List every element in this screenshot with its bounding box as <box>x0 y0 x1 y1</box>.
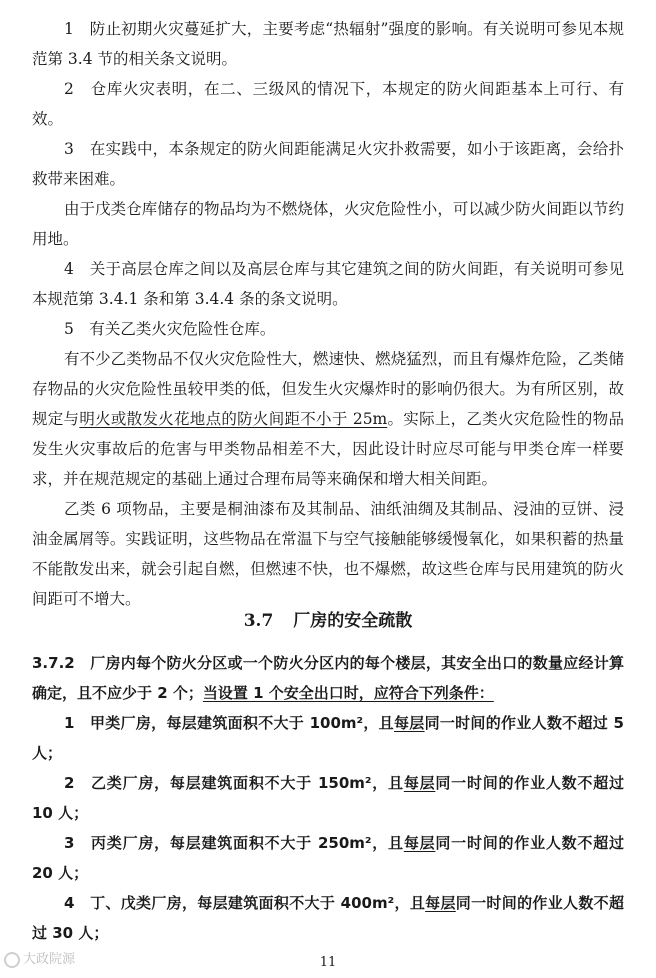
clause-item-3 <box>32 828 624 888</box>
underlined-text: 每层 <box>403 774 436 792</box>
underlined-text: 每层 <box>393 714 425 732</box>
clause-item-2 <box>32 768 624 828</box>
paragraph-yi-class-detail <box>32 344 624 494</box>
text-segment: 3 丙类厂房，每层建筑面积不大于 250m²，且 <box>64 834 404 852</box>
page-number: 11 <box>319 955 337 970</box>
text-segment: 。实际上，乙类火灾危险性的物品发生火灾事故后的危害与甲类物品相差不大，因此设计时应尽可能与甲类仓库一样要求，并在规范规定的基础上通过合理布局等来确保和增大相关间距。 <box>32 410 624 488</box>
clause-item-4 <box>32 888 624 948</box>
clause-3-7-2 <box>32 648 624 708</box>
paragraph-item-2: 2 仓库火灾表明，在二、三级风的情况下，本规定的防火间距基本上可行、有效。 <box>32 80 624 128</box>
text-segment: 有不少乙类物品不仅火灾危险性大，燃速快、燃烧猛烈，而且有爆炸危险，乙类储存物品的火灾危险性虽较甲类的低，但发生火灾爆炸时的影响仍很大。为有所区别，故规定与 <box>32 350 624 428</box>
underlined-text: 每层 <box>425 894 456 912</box>
paragraph-item-4: 4 关于高层仓库之间以及高层仓库与其它建筑之间的防火间距，有关说明可参见本规范第 3.4.1 条和第 3.4.4 条的条文说明。 <box>32 260 624 308</box>
section-title: 厂房的安全疏散 <box>293 611 413 631</box>
text-segment: 同一时间的作业人数不超过 30 人； <box>32 894 624 942</box>
underlined-text: 每层 <box>403 834 436 852</box>
section-heading <box>0 606 656 636</box>
text-segment: 4 丁、戊类厂房，每层建筑面积不大于 400m²，且 <box>64 894 426 912</box>
paragraph-item-3: 3 在实践中，本条规定的防火间距能满足火灾扑救需要，如小于该距离，会给扑救带来困难。 <box>32 140 624 188</box>
underlined-text: 当设置 1 个安全出口时，应符合下列条件： <box>202 684 494 702</box>
watermark <box>4 950 75 970</box>
paragraph-item-5: 5 有关乙类火灾危险性仓库。 <box>64 320 276 338</box>
paragraph-wu-class: 由于戊类仓库储存的物品均为不燃烧体，火灾危险性小，可以减少防火间距以节约用地。 <box>32 200 624 248</box>
text-segment: 2 乙类厂房，每层建筑面积不大于 150m²，且 <box>64 774 404 792</box>
underlined-text: 明火或散发火花地点的防火间距不小于 25m <box>79 410 388 428</box>
clause-number: 3.7.2 <box>32 654 75 672</box>
clause-text: 厂房内每个防火分区或一个防火分区内的每个楼层，其安全出口的数量应经计算确定，且不应少于 2 个； <box>32 654 624 702</box>
section-number: 3.7 <box>243 611 274 631</box>
paragraph-item-1: 1 防止初期火灾蔓延扩大，主要考虑“热辐射”强度的影响。有关说明可参见本规范第 3.4 节的相关条文说明。 <box>32 20 624 68</box>
watermark-text: 大政院源 <box>23 952 76 967</box>
paragraph-yi-class-6: 乙类 6 项物品，主要是桐油漆布及其制品、油纸油绸及其制品、浸油的豆饼、浸油金属屑等。实践证明，这些物品在常温下与空气接触能够缓慢氧化，如果积蓄的热量不能散发出来，就会引起自燃，但燃速不快，也不爆燃，故这些仓库与民用建筑的防火间距可不增大。 <box>32 500 624 608</box>
text-segment: 同一时间的作业人数不超过 5 人； <box>32 714 624 762</box>
text-segment: 1 甲类厂房，每层建筑面积不大于 100m²，且 <box>64 714 394 732</box>
text-segment: 同一时间的作业人数不超过 10 人； <box>32 774 624 822</box>
text-segment: 同一时间的作业人数不超过 20 人； <box>32 834 624 882</box>
watermark-logo-icon <box>4 952 20 968</box>
clause-item-1 <box>32 708 624 768</box>
